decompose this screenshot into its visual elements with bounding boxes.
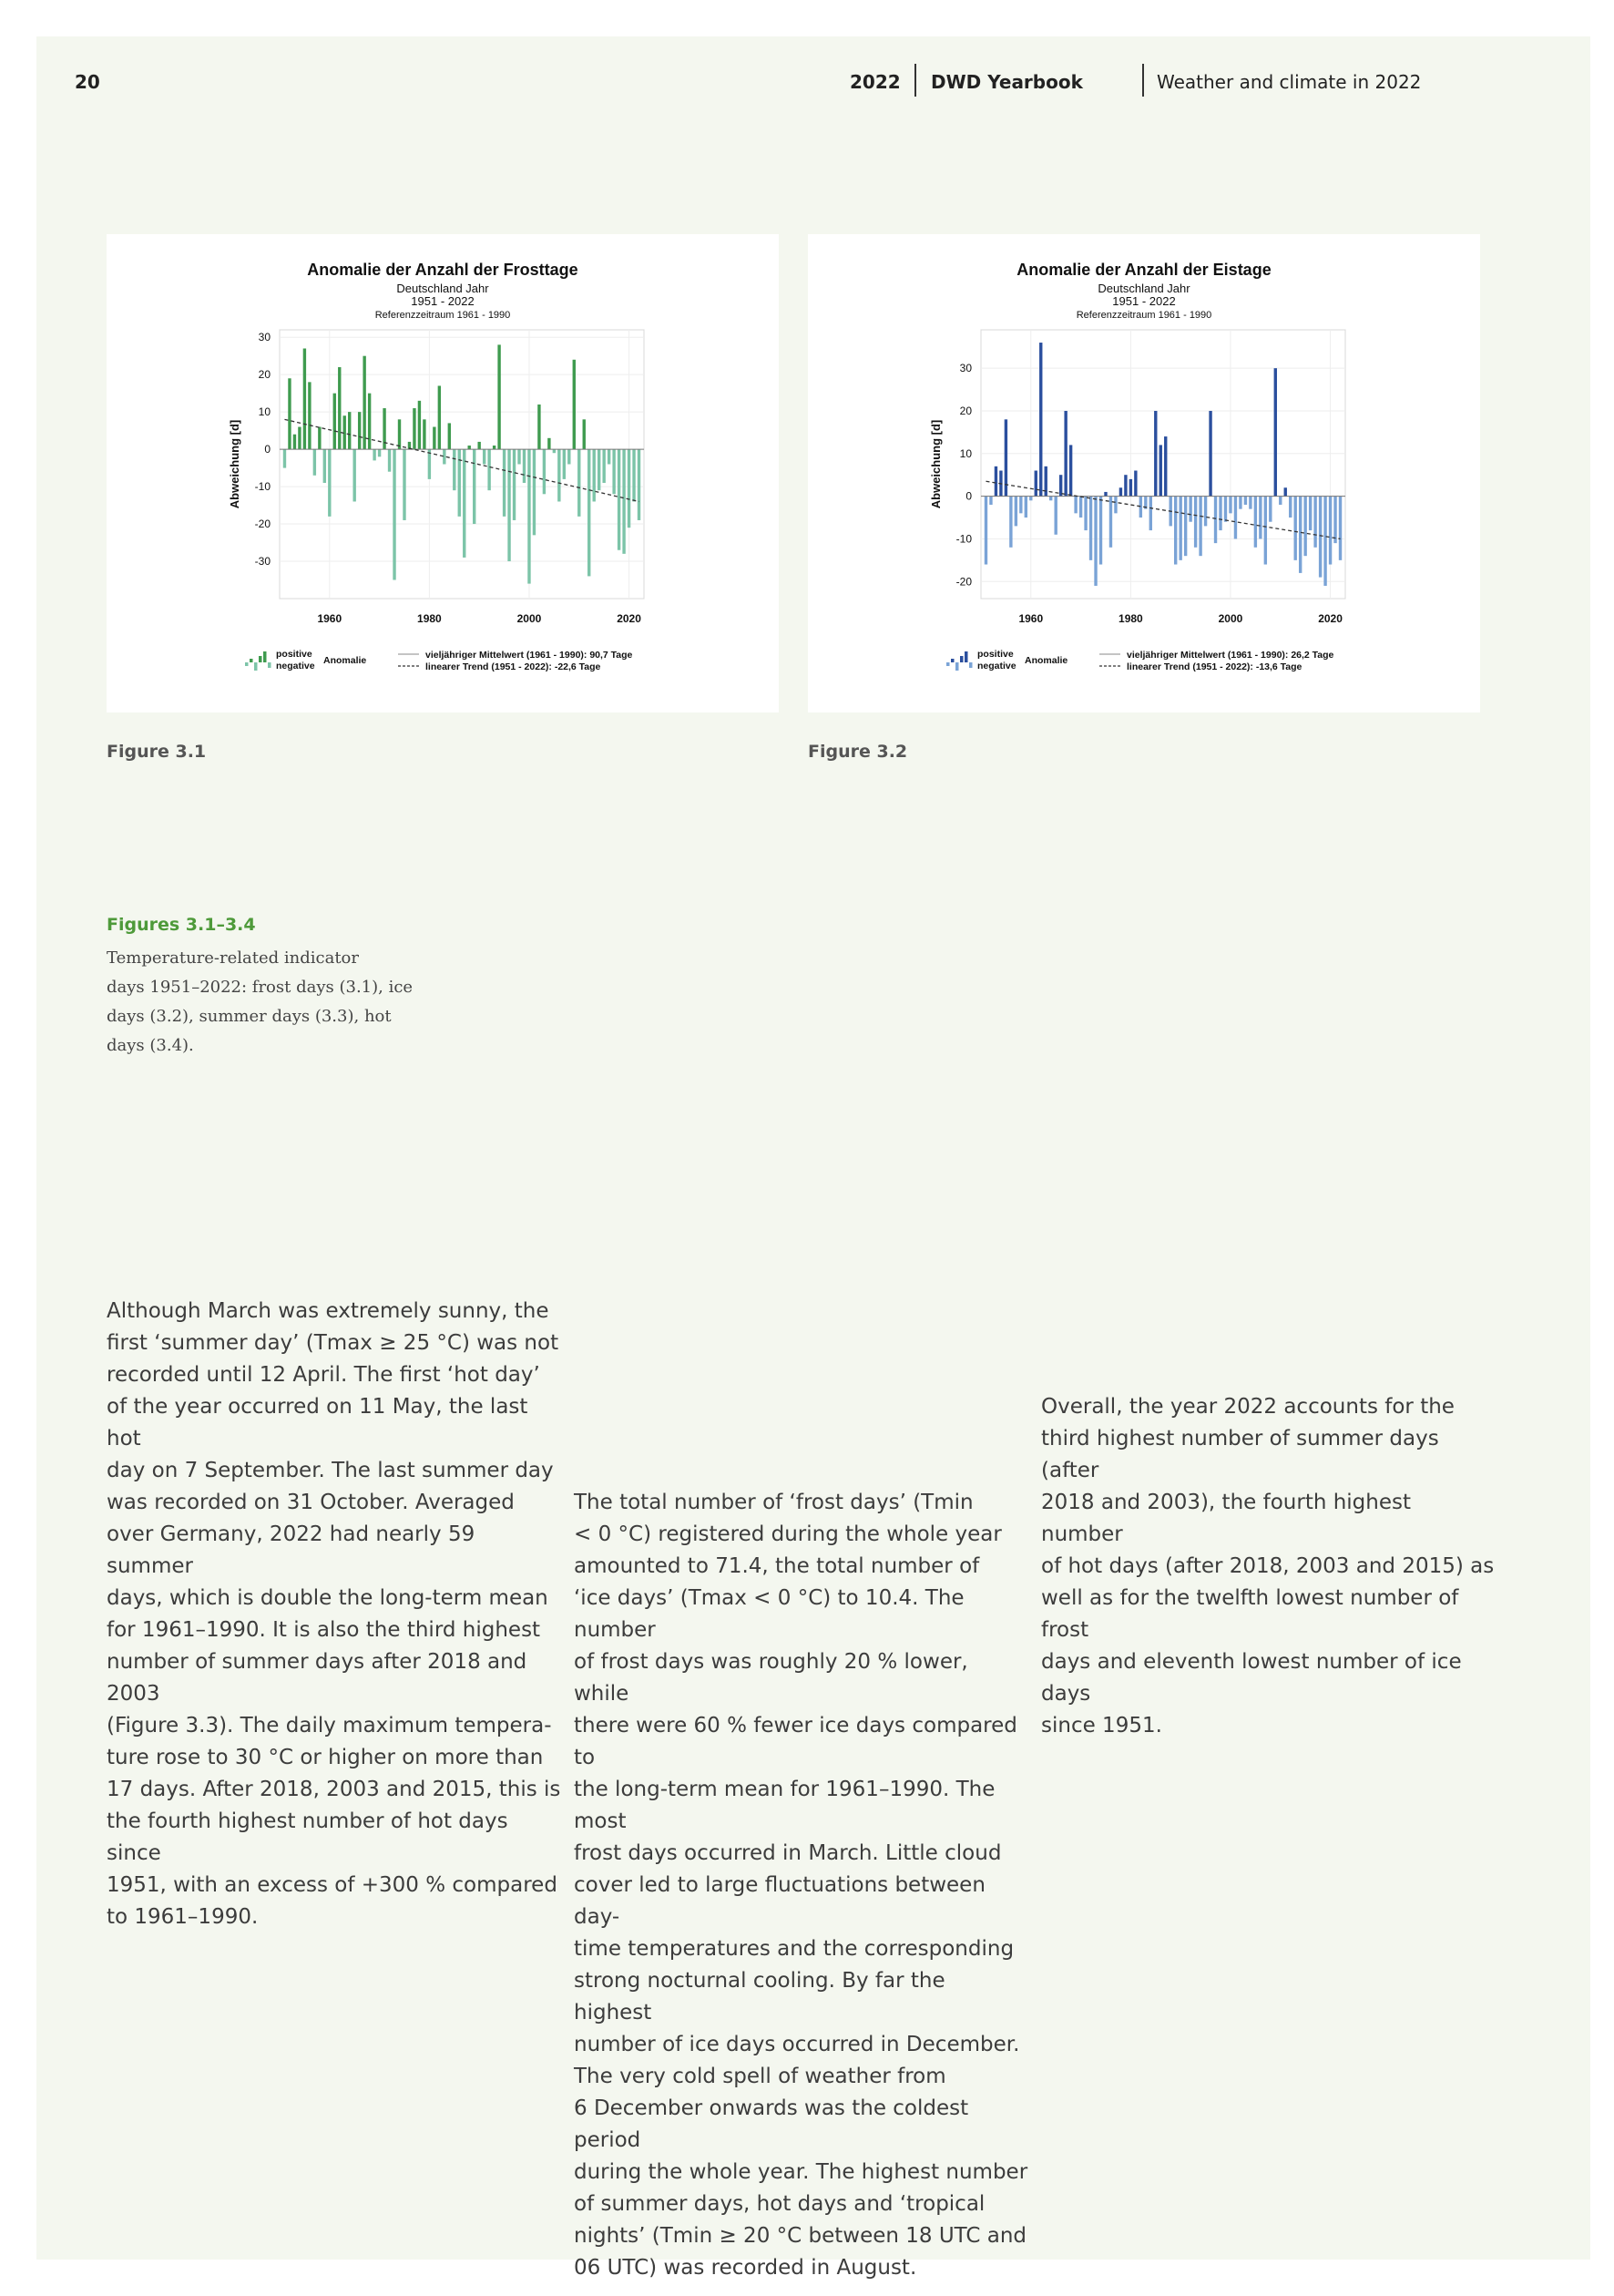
legend-swatch — [960, 656, 964, 662]
text-line: of frost days was roughly 20 % lower, while — [574, 1650, 968, 1706]
text-line: ture rose to 30 °C or higher on more than — [107, 1746, 544, 1769]
caption-line: days (3.2), summer days (3.3), hot — [107, 1007, 392, 1026]
anomaly-bar — [1149, 497, 1152, 530]
text-line: there were 60 % fewer ice days compared to — [574, 1714, 1017, 1769]
anomaly-bar — [1239, 497, 1241, 509]
anomaly-bar — [1299, 497, 1302, 573]
legend-mean-text: vieljähriger Mittelwert (1961 - 1990): 90,7 Tage — [425, 650, 633, 661]
text-line: number of ice days occurred in December. — [574, 2033, 1020, 2056]
text-column-3 — [1041, 1391, 1497, 1742]
anomaly-bar — [1019, 497, 1022, 514]
anomaly-bar — [1114, 497, 1117, 514]
legend-negative: negative — [276, 661, 315, 671]
anomaly-bar — [553, 449, 556, 453]
anomaly-bar — [1194, 497, 1197, 548]
anomaly-bar — [418, 401, 421, 449]
chart-title: Anomalie der Anzahl der Frosttage — [307, 261, 578, 279]
text-line: 6 December onwards was the coldest period — [574, 2096, 969, 2152]
anomaly-bar — [1279, 497, 1282, 505]
anomaly-bar — [1099, 497, 1102, 565]
anomaly-bar — [333, 394, 336, 449]
anomaly-bar — [1174, 497, 1177, 565]
text-line: time temperatures and the corresponding — [574, 1937, 1015, 1961]
anomaly-bar — [1303, 497, 1306, 557]
anomaly-bar — [598, 449, 600, 490]
anomaly-bar — [577, 449, 580, 517]
anomaly-bar — [543, 449, 546, 494]
anomaly-bar — [567, 449, 570, 464]
anomaly-bar — [523, 449, 526, 483]
header-section-title: Weather and climate in 2022 — [1157, 71, 1422, 93]
anomaly-bar — [1313, 497, 1316, 548]
x-tick-label: 2020 — [617, 612, 641, 625]
anomaly-bar — [1289, 497, 1292, 518]
text-line: 1951, with an excess of +300 % compared — [107, 1873, 557, 1897]
anomaly-bar — [493, 446, 495, 449]
text-line: number of summer days after 2018 and 2003 — [107, 1650, 527, 1706]
anomaly-bar — [612, 449, 615, 494]
anomaly-bar — [1039, 343, 1042, 497]
chart-subtitle: 1951 - 2022 — [1112, 294, 1176, 308]
y-axis-label: Abweichung [d] — [929, 419, 943, 509]
anomaly-bar — [573, 360, 576, 449]
anomaly-bar — [547, 438, 550, 449]
anomaly-bar — [352, 449, 355, 501]
anomaly-bar — [1204, 497, 1207, 527]
chart-subtitle: Deutschland Jahr — [1098, 282, 1190, 295]
anomaly-bar — [1164, 436, 1167, 497]
text-line: frost days occurred in March. Little cloud — [574, 1841, 1002, 1865]
anomaly-bar — [1015, 497, 1017, 527]
anomaly-bar — [1124, 475, 1127, 496]
text-line: of the year occurred on 11 May, the last hot — [107, 1395, 528, 1450]
text-line: ‘ice days’ (Tmax < 0 °C) to 10.4. The number — [574, 1586, 965, 1642]
anomaly-bar — [1309, 497, 1312, 530]
text-line: to 1961–1990. — [107, 1905, 259, 1929]
anomaly-bar — [618, 449, 620, 550]
legend-negative: negative — [977, 661, 1016, 671]
text-line: the long-term mean for 1961–1990. The most — [574, 1778, 996, 1833]
anomaly-bar — [503, 449, 506, 517]
header-divider — [914, 64, 916, 97]
anomaly-bar — [477, 442, 480, 449]
figure-3-2-panel — [808, 234, 1480, 712]
x-tick-label: 2020 — [1318, 612, 1343, 625]
anomaly-bar — [393, 449, 395, 579]
anomaly-bar — [1054, 497, 1057, 535]
anomaly-bar — [1035, 471, 1037, 497]
legend-swatch — [254, 662, 258, 671]
y-tick-label: 10 — [258, 405, 271, 419]
legend-mean-text: vieljähriger Mittelwert (1961 - 1990): 26,2 Tage — [1127, 650, 1334, 661]
anomaly-bar — [1333, 497, 1336, 544]
anomaly-bar — [448, 423, 451, 449]
anomaly-bar — [308, 382, 311, 449]
anomaly-bar — [1209, 411, 1211, 497]
anomaly-bar — [1294, 497, 1297, 560]
anomaly-bar — [602, 449, 605, 483]
frost-days-chart — [107, 234, 779, 712]
anomaly-bar — [378, 449, 381, 456]
anomaly-bar — [463, 449, 465, 558]
anomaly-bar — [1139, 497, 1142, 518]
legend-swatch — [965, 651, 968, 662]
chart-title: Anomalie der Anzahl der Eistage — [1016, 261, 1272, 279]
anomaly-bar — [318, 427, 321, 450]
anomaly-bar — [1269, 497, 1272, 522]
anomaly-bar — [373, 449, 375, 460]
anomaly-bar — [507, 449, 510, 561]
anomaly-bar — [368, 394, 371, 449]
anomaly-bar — [433, 427, 435, 450]
ice-days-chart — [808, 234, 1480, 712]
y-axis-label: Abweichung [d] — [228, 419, 241, 509]
page-number: 20 — [75, 71, 100, 93]
y-tick-label: -10 — [955, 532, 972, 546]
anomaly-bar — [1084, 497, 1087, 530]
caption-line: days (3.4). — [107, 1036, 194, 1055]
chart-subtitle: 1951 - 2022 — [411, 294, 475, 308]
anomaly-bar — [1244, 497, 1247, 505]
legend-swatch — [268, 662, 271, 668]
text-line: Although March was extremely sunny, the — [107, 1299, 549, 1323]
anomaly-bar — [423, 419, 425, 449]
text-line: for 1961–1990. It is also the third highest — [107, 1618, 541, 1642]
anomaly-bar — [557, 449, 560, 501]
anomaly-bar — [583, 419, 586, 449]
anomaly-bar — [1254, 497, 1257, 548]
anomaly-bar — [398, 419, 401, 449]
anomaly-bar — [1045, 466, 1047, 497]
anomaly-bar — [1329, 497, 1332, 565]
y-tick-label: 0 — [965, 489, 972, 503]
text-line: well as for the twelfth lowest number of frost — [1041, 1586, 1459, 1642]
chart-subtitle: Referenzzeitraum 1961 - 1990 — [1076, 310, 1212, 321]
text-column-2 — [574, 1487, 1029, 2284]
x-tick-label: 2000 — [1218, 612, 1243, 625]
text-line: first ‘summer day’ (Tmax ≥ 25 °C) was not — [107, 1331, 559, 1355]
anomaly-bar — [413, 408, 415, 449]
anomaly-bar — [388, 449, 391, 472]
anomaly-bar — [497, 344, 500, 449]
anomaly-bar — [1154, 411, 1157, 497]
caption-body — [107, 944, 434, 1061]
y-tick-label: 20 — [258, 368, 271, 382]
y-tick-label: 10 — [959, 446, 972, 460]
anomaly-bar — [632, 449, 635, 501]
anomaly-bar — [1025, 497, 1027, 518]
text-line: of summer days, hot days and ‘tropical — [574, 2192, 986, 2216]
anomaly-bar — [1059, 475, 1062, 496]
anomaly-bar — [1219, 497, 1221, 530]
y-tick-label: -10 — [254, 480, 271, 494]
anomaly-bar — [358, 412, 361, 449]
anomaly-bar — [1339, 497, 1342, 560]
text-column-1 — [107, 1296, 562, 1933]
anomaly-bar — [1069, 445, 1072, 496]
anomaly-bar — [1323, 497, 1326, 586]
anomaly-bar — [638, 449, 640, 520]
anomaly-bar — [1009, 497, 1012, 548]
legend-swatch — [259, 656, 262, 662]
anomaly-bar — [587, 449, 590, 576]
anomaly-bar — [1229, 497, 1231, 514]
anomaly-bar — [1094, 497, 1097, 586]
anomaly-bar — [468, 446, 471, 449]
anomaly-bar — [487, 449, 490, 490]
anomaly-bar — [628, 449, 630, 528]
text-line: days, which is double the long-term mean — [107, 1586, 548, 1610]
text-line: < 0 °C) registered during the whole year — [574, 1522, 1002, 1546]
anomaly-bar — [1224, 497, 1227, 522]
anomaly-bar — [328, 449, 331, 517]
anomaly-bar — [288, 378, 291, 449]
anomaly-bar — [483, 449, 485, 464]
anomaly-bar — [303, 348, 306, 449]
anomaly-bar — [1129, 479, 1132, 497]
anomaly-bar — [1079, 497, 1082, 518]
anomaly-bar — [283, 449, 286, 467]
anomaly-bar — [622, 449, 625, 554]
legend-swatch — [245, 662, 249, 666]
text-line: 2018 and 2003), the fourth highest number — [1041, 1491, 1412, 1546]
anomaly-bar — [608, 449, 610, 464]
anomaly-bar — [1029, 497, 1032, 501]
y-tick-label: 30 — [258, 331, 271, 344]
legend-trend-text: linearer Trend (1951 - 2022): -13,6 Tage — [1127, 661, 1302, 672]
anomaly-bar — [985, 497, 987, 565]
anomaly-bar — [533, 449, 536, 535]
anomaly-bar — [323, 449, 326, 483]
anomaly-bar — [1064, 411, 1067, 497]
text-line: Overall, the year 2022 accounts for the — [1041, 1395, 1455, 1419]
header-year: 2022 — [850, 71, 901, 93]
anomaly-bar — [995, 466, 997, 497]
anomaly-bar — [298, 427, 301, 450]
anomaly-bar — [1274, 368, 1277, 496]
plot-area — [981, 330, 1345, 599]
text-line: recorded until 12 April. The first ‘hot day’ — [107, 1363, 540, 1387]
chart-subtitle: Referenzzeitraum 1961 - 1990 — [374, 310, 511, 321]
text-line: the fourth highest number of hot days since — [107, 1809, 508, 1865]
text-line: of hot days (after 2018, 2003 and 2015) as — [1041, 1554, 1495, 1578]
anomaly-bar — [989, 497, 992, 505]
anomaly-bar — [338, 367, 341, 449]
legend-positive: positive — [977, 649, 1014, 660]
caption-line: days 1951–2022: frost days (3.1), ice — [107, 978, 414, 997]
anomaly-bar — [1264, 497, 1267, 565]
anomaly-bar — [1184, 497, 1187, 557]
anomaly-bar — [1179, 497, 1181, 560]
text-line: 06 UTC) was recorded in August. — [574, 2256, 917, 2280]
y-tick-label: 0 — [264, 443, 271, 456]
anomaly-bar — [438, 385, 441, 449]
legend-anomaly: Anomalie — [323, 655, 367, 666]
anomaly-bar — [453, 449, 455, 490]
figure-3-2-label: Figure 3.2 — [808, 742, 908, 762]
text-line: over Germany, 2022 had nearly 59 summer — [107, 1522, 475, 1578]
anomaly-bar — [1109, 497, 1112, 548]
figure-3-1-panel — [107, 234, 779, 712]
legend-trend-text: linearer Trend (1951 - 2022): -22,6 Tage — [425, 661, 601, 672]
x-tick-label: 1980 — [417, 612, 442, 625]
text-line: cover led to large fluctuations between day- — [574, 1873, 986, 1929]
anomaly-bar — [1259, 497, 1262, 539]
anomaly-bar — [1159, 445, 1162, 496]
text-line: during the whole year. The highest number — [574, 2160, 1028, 2184]
legend-swatch — [263, 651, 267, 662]
x-tick-label: 1980 — [1119, 612, 1143, 625]
anomaly-bar — [1249, 497, 1251, 509]
text-line: nights’ (Tmin ≥ 20 °C between 18 UTC and — [574, 2224, 1027, 2248]
text-line: day on 7 September. The last summer day — [107, 1459, 554, 1482]
text-line: The very cold spell of weather from — [574, 2065, 946, 2088]
text-line: was recorded on 31 October. Averaged — [107, 1491, 515, 1514]
anomaly-bar — [1074, 497, 1077, 514]
y-tick-label: 20 — [959, 404, 972, 417]
anomaly-bar — [1189, 497, 1191, 522]
chart-subtitle: Deutschland Jahr — [396, 282, 489, 295]
anomaly-bar — [1119, 487, 1122, 496]
anomaly-bar — [363, 356, 365, 449]
x-tick-label: 1960 — [317, 612, 342, 625]
legend-swatch — [955, 662, 959, 671]
anomaly-bar — [1214, 497, 1217, 544]
anomaly-bar — [403, 449, 405, 520]
y-tick-label: -20 — [955, 575, 972, 589]
anomaly-bar — [537, 405, 540, 449]
anomaly-bar — [1234, 497, 1237, 539]
anomaly-bar — [293, 435, 296, 449]
anomaly-bar — [1284, 487, 1287, 496]
anomaly-bar — [513, 449, 516, 520]
text-line: (Figure 3.3). The daily maximum tempera- — [107, 1714, 552, 1737]
header-publication: DWD Yearbook — [931, 71, 1083, 93]
anomaly-bar — [563, 449, 566, 479]
legend-swatch — [969, 662, 973, 668]
anomaly-bar — [593, 449, 596, 501]
anomaly-bar — [313, 449, 316, 476]
anomaly-bar — [1104, 492, 1107, 497]
legend-swatch — [250, 659, 253, 662]
text-line: third highest number of summer days (after — [1041, 1427, 1439, 1482]
anomaly-bar — [1134, 471, 1137, 497]
text-line: since 1951. — [1041, 1714, 1162, 1737]
anomaly-bar — [1049, 497, 1052, 501]
text-line: strong nocturnal cooling. By far the highest — [574, 1969, 945, 2024]
text-line: 17 days. After 2018, 2003 and 2015, this is — [107, 1778, 561, 1801]
legend-anomaly: Anomalie — [1025, 655, 1068, 666]
anomaly-bar — [517, 449, 520, 464]
header-divider — [1142, 64, 1144, 97]
legend-swatch — [951, 659, 955, 662]
legend-positive: positive — [276, 649, 312, 660]
y-tick-label: -30 — [254, 555, 271, 569]
anomaly-bar — [1319, 497, 1322, 578]
x-tick-label: 2000 — [516, 612, 542, 625]
figure-3-1-label: Figure 3.1 — [107, 742, 207, 762]
text-line: days and eleventh lowest number of ice days — [1041, 1650, 1462, 1706]
y-tick-label: -20 — [254, 518, 271, 531]
anomaly-bar — [348, 412, 351, 449]
x-tick-label: 1960 — [1018, 612, 1044, 625]
caption-line: Temperature-related indicator — [107, 948, 359, 968]
anomaly-bar — [1199, 497, 1201, 557]
text-line: amounted to 71.4, the total number of — [574, 1554, 980, 1578]
text-line: The total number of ‘frost days’ (Tmin — [574, 1491, 974, 1514]
caption-heading: Figures 3.1–3.4 — [107, 915, 256, 935]
anomaly-bar — [527, 449, 530, 583]
anomaly-bar — [1089, 497, 1092, 560]
y-tick-label: 30 — [959, 362, 972, 375]
legend-swatch — [946, 662, 950, 666]
anomaly-bar — [473, 449, 475, 524]
